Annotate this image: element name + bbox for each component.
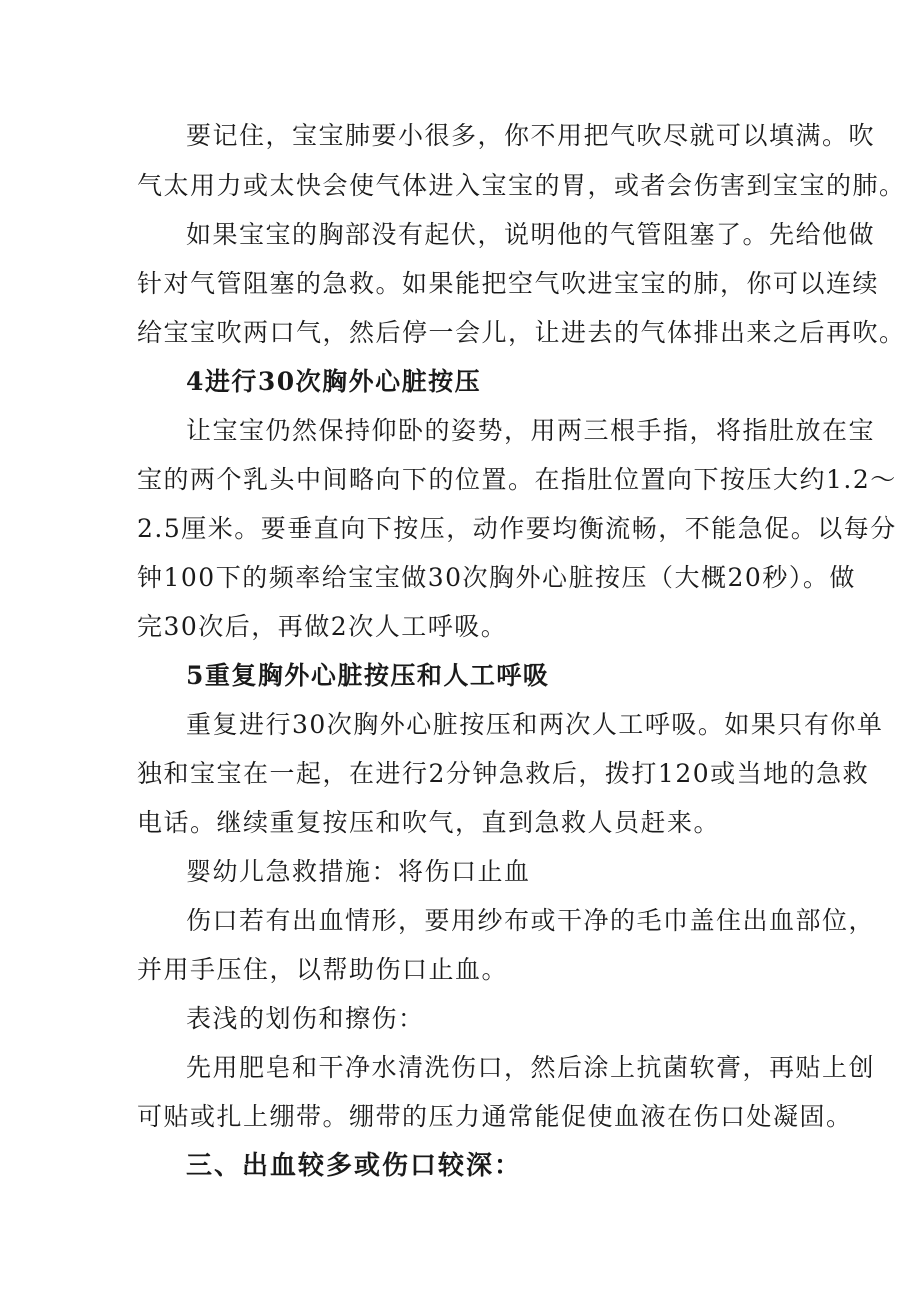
subheading-line: 婴幼儿急救措施：将伤口止血: [186, 857, 531, 886]
paragraph-line: 并用手压住，以帮助伤口止血。: [137, 955, 509, 984]
subheading-line: 表浅的划伤和擦伤：: [186, 1004, 425, 1033]
paragraph-line: 2.5厘米。要垂直向下按压，动作要均衡流畅，不能急促。以每分: [137, 514, 897, 543]
paragraph-line: 要记住，宝宝肺要小很多，你不用把气吹尽就可以填满。吹: [186, 121, 876, 150]
paragraph-line: 可贴或扎上绷带。绷带的压力通常能促使血液在伤口处凝固。: [137, 1102, 853, 1131]
paragraph-line: 给宝宝吹两口气，然后停一会儿，让进去的气体排出来之后再吹。: [137, 318, 906, 347]
paragraph-line: 针对气管阻塞的急救。如果能把空气吹进宝宝的肺，你可以连续: [137, 269, 880, 298]
paragraph-line: 钟100下的频率给宝宝做30次胸外心脏按压（大概20秒）。做: [137, 563, 856, 592]
section-heading: 5重复胸外心脏按压和人工呼吸: [186, 661, 550, 690]
paragraph-line: 先用肥皂和干净水清洗伤口，然后涂上抗菌软膏，再贴上创: [186, 1053, 876, 1082]
paragraph-line: 让宝宝仍然保持仰卧的姿势，用两三根手指，将指肚放在宝: [186, 416, 876, 445]
paragraph-line: 伤口若有出血情形，要用纱布或干净的毛巾盖住出血部位，: [186, 906, 876, 935]
chapter-heading: 三、出血较多或伤口较深：: [186, 1151, 523, 1181]
paragraph-line: 重复进行30次胸外心脏按压和两次人工呼吸。如果只有你单: [186, 710, 884, 739]
paragraph-line: 完30次后，再做2次人工呼吸。: [137, 612, 508, 641]
paragraph-line: 如果宝宝的胸部没有起伏，说明他的气管阻塞了。先给他做: [186, 220, 876, 249]
paragraph-line: 独和宝宝在一起，在进行2分钟急救后，拨打120或当地的急救: [137, 759, 870, 788]
section-heading: 4进行30次胸外心脏按压: [186, 367, 482, 396]
paragraph-line: 宝的两个乳头中间略向下的位置。在指肚位置向下按压大约1.2～: [137, 465, 897, 494]
paragraph-line: 电话。继续重复按压和吹气，直到急救人员赶来。: [137, 808, 721, 837]
paragraph-line: 气太用力或太快会使气体进入宝宝的胃，或者会伤害到宝宝的肺。: [137, 171, 906, 200]
